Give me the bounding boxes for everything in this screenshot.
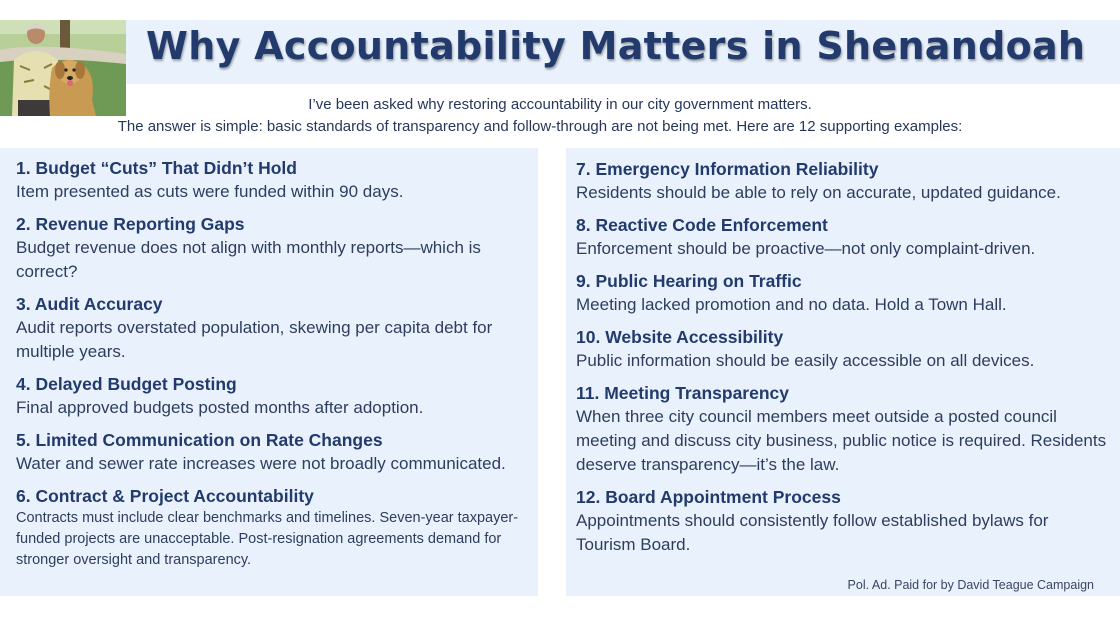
- list-item: [576, 381, 1108, 477]
- item-title: 2. Revenue Reporting Gaps: [16, 214, 245, 234]
- item-body: Meeting lacked promotion and no data. Hold a Town Hall.: [576, 295, 1007, 314]
- item-body: Audit reports overstated population, skewing per capita debt for multiple years.: [16, 318, 493, 361]
- list-item: [16, 212, 526, 284]
- item-body: Final approved budgets posted months after adoption.: [16, 398, 424, 417]
- item-body: Contracts must include clear benchmarks and timelines. Seven-year taxpayer-funded projects are unacceptable. Post-resignation agreements demand for stronger oversight and transparency.: [16, 510, 519, 568]
- list-item: [576, 213, 1108, 261]
- item-body: Appointments should consistently follow established bylaws for Tourism Board.: [576, 511, 1049, 554]
- list-item: [576, 485, 1108, 557]
- list-item: [16, 372, 526, 420]
- list-item: [16, 428, 526, 476]
- item-body: When three city council members meet outside a posted council meeting and discuss city business, public notice is required. Residents deserve transparency—it’s the law.: [576, 407, 1107, 474]
- item-body: Enforcement should be proactive—not only complaint-driven.: [576, 239, 1036, 258]
- list-item: [576, 325, 1108, 373]
- list-item: [576, 269, 1108, 317]
- item-body: Residents should be able to rely on accurate, updated guidance.: [576, 183, 1061, 202]
- list-item: [16, 156, 526, 204]
- intro-line-1: I’ve been asked why restoring accountability in our city government matters.: [308, 96, 812, 113]
- item-body: Item presented as cuts were funded within 90 days.: [16, 182, 404, 201]
- item-title: 1. Budget “Cuts” That Didn’t Hold: [16, 158, 297, 178]
- intro-line-2: The answer is simple: basic standards of transparency and follow-through are not being met. Here are 12 supporting examples:: [117, 118, 963, 135]
- paid-for-disclaimer: Pol. Ad. Paid for by David Teague Campaign: [847, 578, 1094, 592]
- item-title: 3. Audit Accuracy: [16, 294, 163, 314]
- item-title: 9. Public Hearing on Traffic: [576, 271, 802, 291]
- item-body: Public information should be easily accessible on all devices.: [576, 351, 1035, 370]
- list-item: [16, 292, 526, 364]
- item-body: Budget revenue does not align with monthly reports—which is correct?: [16, 238, 481, 281]
- page-title: Why Accountability Matters in Shenandoah: [146, 24, 1086, 68]
- item-body: Water and sewer rate increases were not broadly communicated.: [16, 454, 506, 473]
- item-title: 5. Limited Communication on Rate Changes: [16, 430, 383, 450]
- item-title: 7. Emergency Information Reliability: [576, 159, 879, 179]
- list-item: [16, 484, 526, 571]
- right-column: [566, 148, 1120, 596]
- item-title: 8. Reactive Code Enforcement: [576, 215, 828, 235]
- item-title: 4. Delayed Budget Posting: [16, 374, 237, 394]
- left-column: [0, 148, 538, 596]
- item-title: 6. Contract & Project Accountability: [16, 486, 314, 506]
- list-item: [576, 157, 1108, 205]
- item-title: 12. Board Appointment Process: [576, 487, 841, 507]
- item-title: 11. Meeting Transparency: [576, 383, 790, 403]
- item-title: 10. Website Accessibility: [576, 327, 784, 347]
